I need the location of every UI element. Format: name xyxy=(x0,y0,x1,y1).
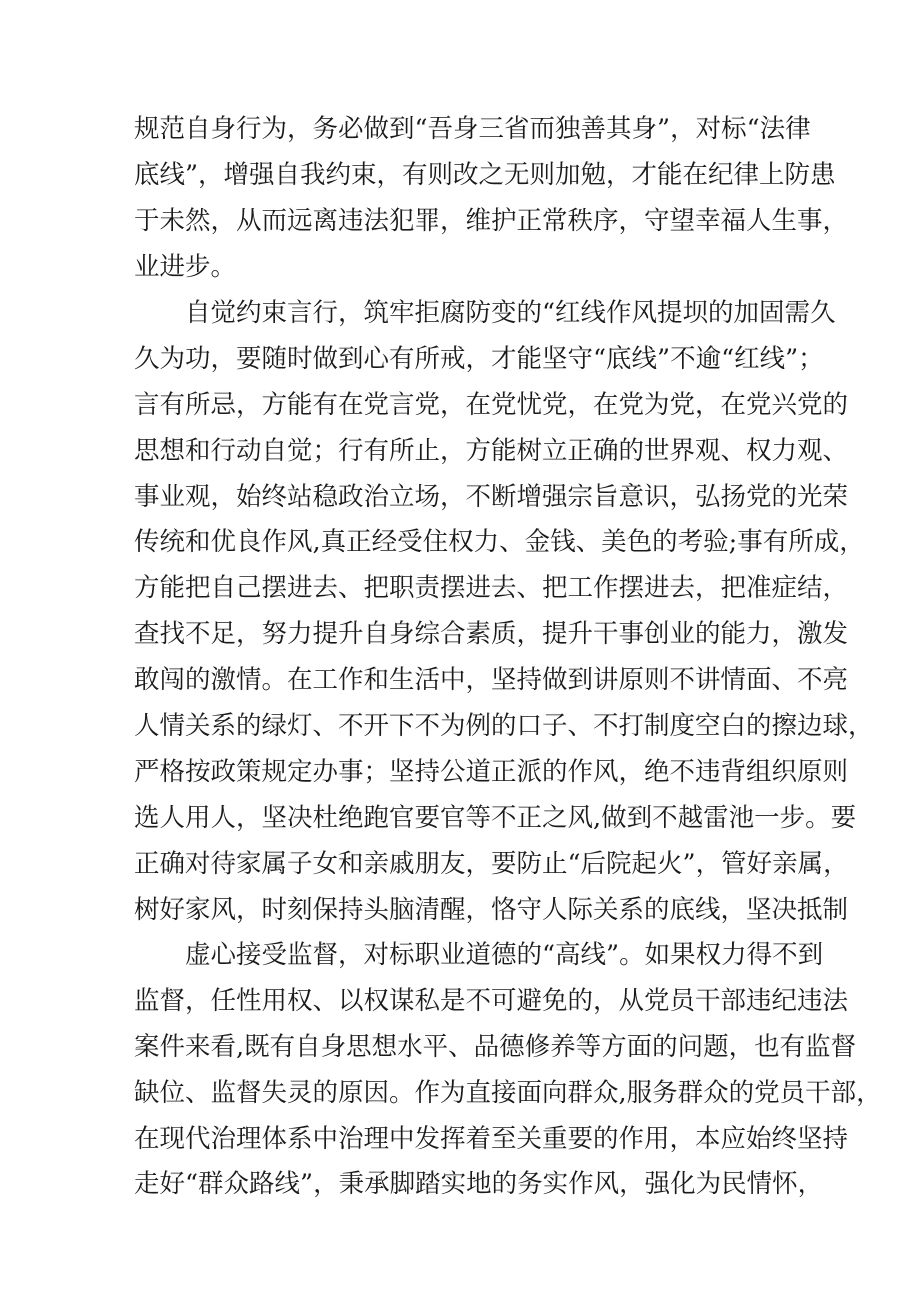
paragraph-1 xyxy=(134,107,849,291)
paragraph-line: 虚心接受监督，对标职业道德的“高线”。如果权力得不到 xyxy=(185,940,824,970)
paragraph-line: 在现代治理体系中治理中发挥着至关重要的作用，本应始终坚持 xyxy=(134,1123,849,1154)
paragraph-line: 于未然，从而远离违法犯罪，维护正常秩序，守望幸福人生事， xyxy=(134,205,849,236)
paragraph-line: 敢闯的激情。在工作和生活中，坚持做到讲原则不讲情面、不亮 xyxy=(134,665,849,696)
paragraph-line: 事业观，始终站稳政治立场，不断增强宗旨意识，弘扬党的光荣 xyxy=(134,481,849,512)
paragraph-3 xyxy=(134,933,882,1208)
paragraph-line: 方能把自己摆进去、把职责摆进去、把工作摆进去，把准症结， xyxy=(134,573,849,604)
paragraph-line: 人情关系的绿灯、不开下不为例的口子、不打制度空白的擦边球， xyxy=(134,711,874,742)
paragraph-line: 监督，任性用权、以权谋私是不可避免的，从党员干部违纪违法 xyxy=(134,985,849,1016)
paragraph-line: 传统和优良作风,真正经受住权力、金钱、美色的考验;事有所成， xyxy=(134,527,865,558)
paragraph-line: 自觉约束言行，筑牢拒腐防变的“红线作风提坝的加固需久 xyxy=(185,298,836,328)
paragraph-line: 走好“群众路线”，秉承脚踏实地的务实作风，强化为民情怀， xyxy=(134,1169,824,1200)
paragraph-line: 思想和行动自觉；行有所止，方能树立正确的世界观、权力观、 xyxy=(134,435,849,466)
paragraph-line: 树好家风，时刻保持头脑清醒，恪守人际关系的底线，坚决抵制 xyxy=(134,894,849,925)
paragraph-line: 规范自身行为，务必做到“吾身三省而独善其身”，对标“法律 xyxy=(134,114,811,144)
paragraph-line: 业进步。 xyxy=(134,251,237,282)
paragraph-line: 缺位、监督失灵的原因。作为直接面向群众,服务群众的党员干部， xyxy=(134,1077,882,1108)
paragraph-line: 选人用人，坚决杜绝跑官要官等不正之风,做到不越雷池一步。要 xyxy=(134,802,857,833)
paragraph-line: 言有所忌，方能有在党言党，在党忧党，在党为党，在党兴党的 xyxy=(134,389,849,420)
paragraph-line: 正确对待家属子女和亲戚朋友，要防止“后院起火”，管好亲属， xyxy=(134,848,849,879)
paragraph-line: 严格按政策规定办事；坚持公道正派的作风，绝不违背组织原则 xyxy=(134,756,849,787)
paragraph-line: 底线”，增强自我约束，有则改之无则加勉，才能在纪律上防患 xyxy=(134,159,836,190)
paragraph-line: 案件来看,既有自身思想水平、品德修养等方面的问题，也有监督 xyxy=(134,1031,857,1062)
paragraph-line: 查找不足，努力提升自身综合素质，提升干事创业的能力，激发 xyxy=(134,619,849,650)
paragraph-2 xyxy=(134,291,874,933)
paragraph-line: 久为功，要随时做到心有所戒，才能坚守“底线”不逾“红线”； xyxy=(134,343,824,374)
